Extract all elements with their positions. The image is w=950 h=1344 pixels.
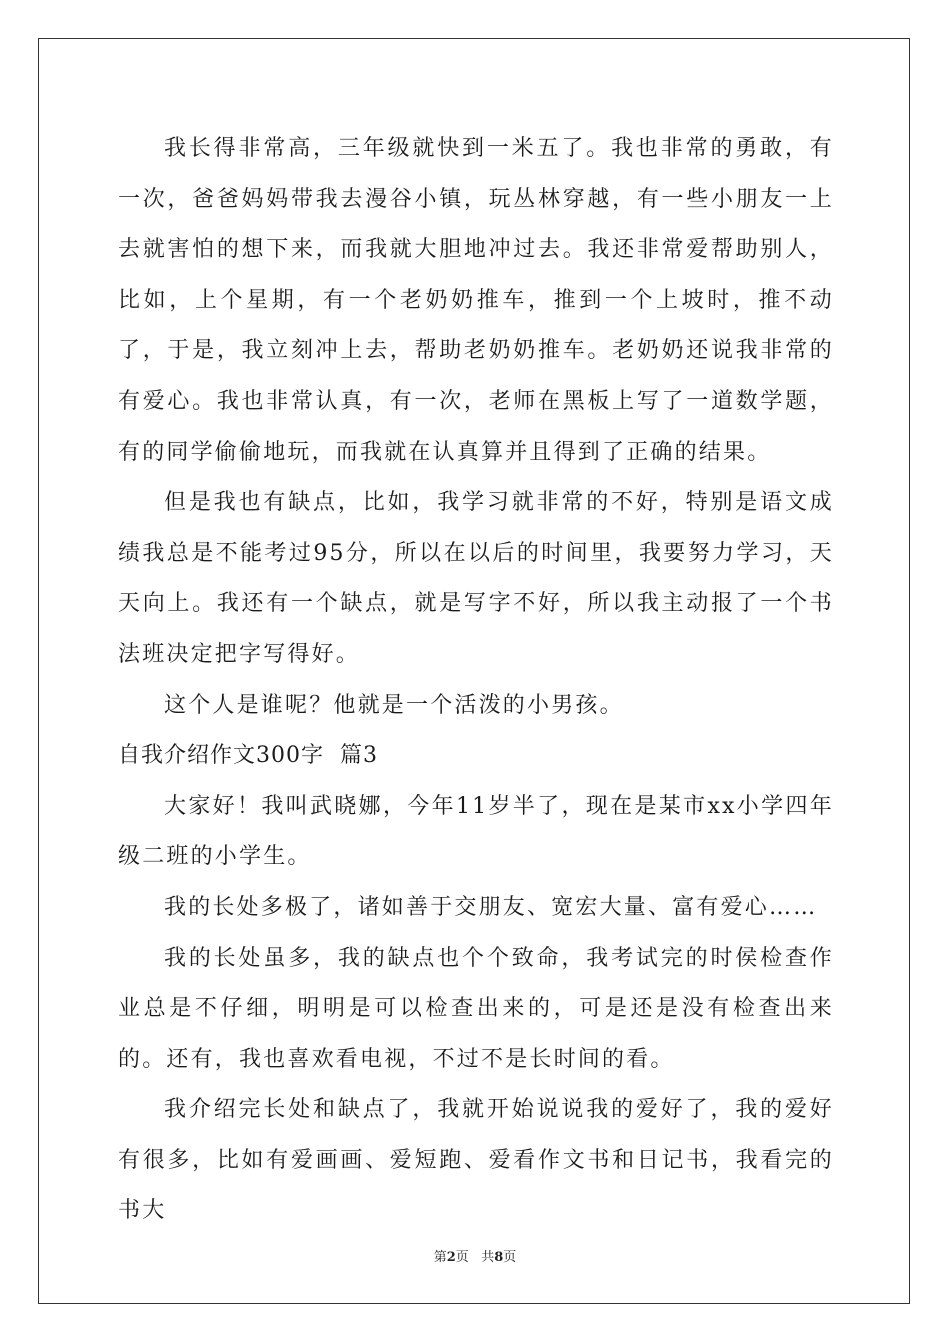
page-footer: [0, 1246, 950, 1265]
total-prefix: 共: [481, 1250, 495, 1265]
page-total: 8: [494, 1250, 504, 1265]
paragraph: 我的长处虽多，我的缺点也个个致命，我考试完的时侯检查作业总是不仔细，明明是可以检查出来的，可是还是没有检查出来的。还有，我也喜欢看电视，不过不是长时间的看。: [118, 945, 834, 1072]
paragraph: 我长得非常高，三年级就快到一米五了。我也非常的勇敢，有一次，爸爸妈妈带我去漫谷小镇，玩丛林穿越，有一些小朋友一上去就害怕的想下来，而我就大胆地冲过去。我还非常爱帮助别人，比如，上个星期，有一个老奶奶推车，推到一个上坡时，推不动了，于是，我立刻冲上去，帮助老奶奶推车。老奶奶还说我非常的有爱心。我也非常认真，有一次，老师在黑板上写了一道数学题，有的同学偷偷地玩，而我就在认真算并且得到了正确的结果。: [118, 136, 834, 465]
paragraph: 但是我也有缺点，比如，我学习就非常的不好，特别是语文成绩我总是不能考过95分，所以在以后的时间里，我要努力学习，天天向上。我还有一个缺点，就是写字不好，所以我主动报了一个书法班决定把字写得好。: [118, 490, 834, 667]
paragraph: 我的长处多极了，诸如善于交朋友、宽宏大量、富有爱心……: [164, 894, 818, 920]
page-current: 2: [446, 1250, 456, 1265]
page-suffix: 页: [455, 1250, 469, 1265]
paragraph: 大家好！我叫武晓娜，今年11岁半了，现在是某市xx小学四年级二班的小学生。: [118, 793, 834, 870]
total-suffix: 页: [503, 1250, 517, 1265]
page-prefix: 第: [433, 1250, 447, 1265]
paragraph: 我介绍完长处和缺点了，我就开始说说我的爱好了，我的爱好有很多，比如有爱画画、爱短跑、爱看作文书和日记书，我看完的书大: [118, 1097, 834, 1224]
section-heading: 自我介绍作文300字 篇3: [118, 743, 378, 769]
document-body: [118, 124, 834, 1237]
paragraph: 这个人是谁呢？他就是一个活泼的小男孩。: [164, 692, 624, 718]
